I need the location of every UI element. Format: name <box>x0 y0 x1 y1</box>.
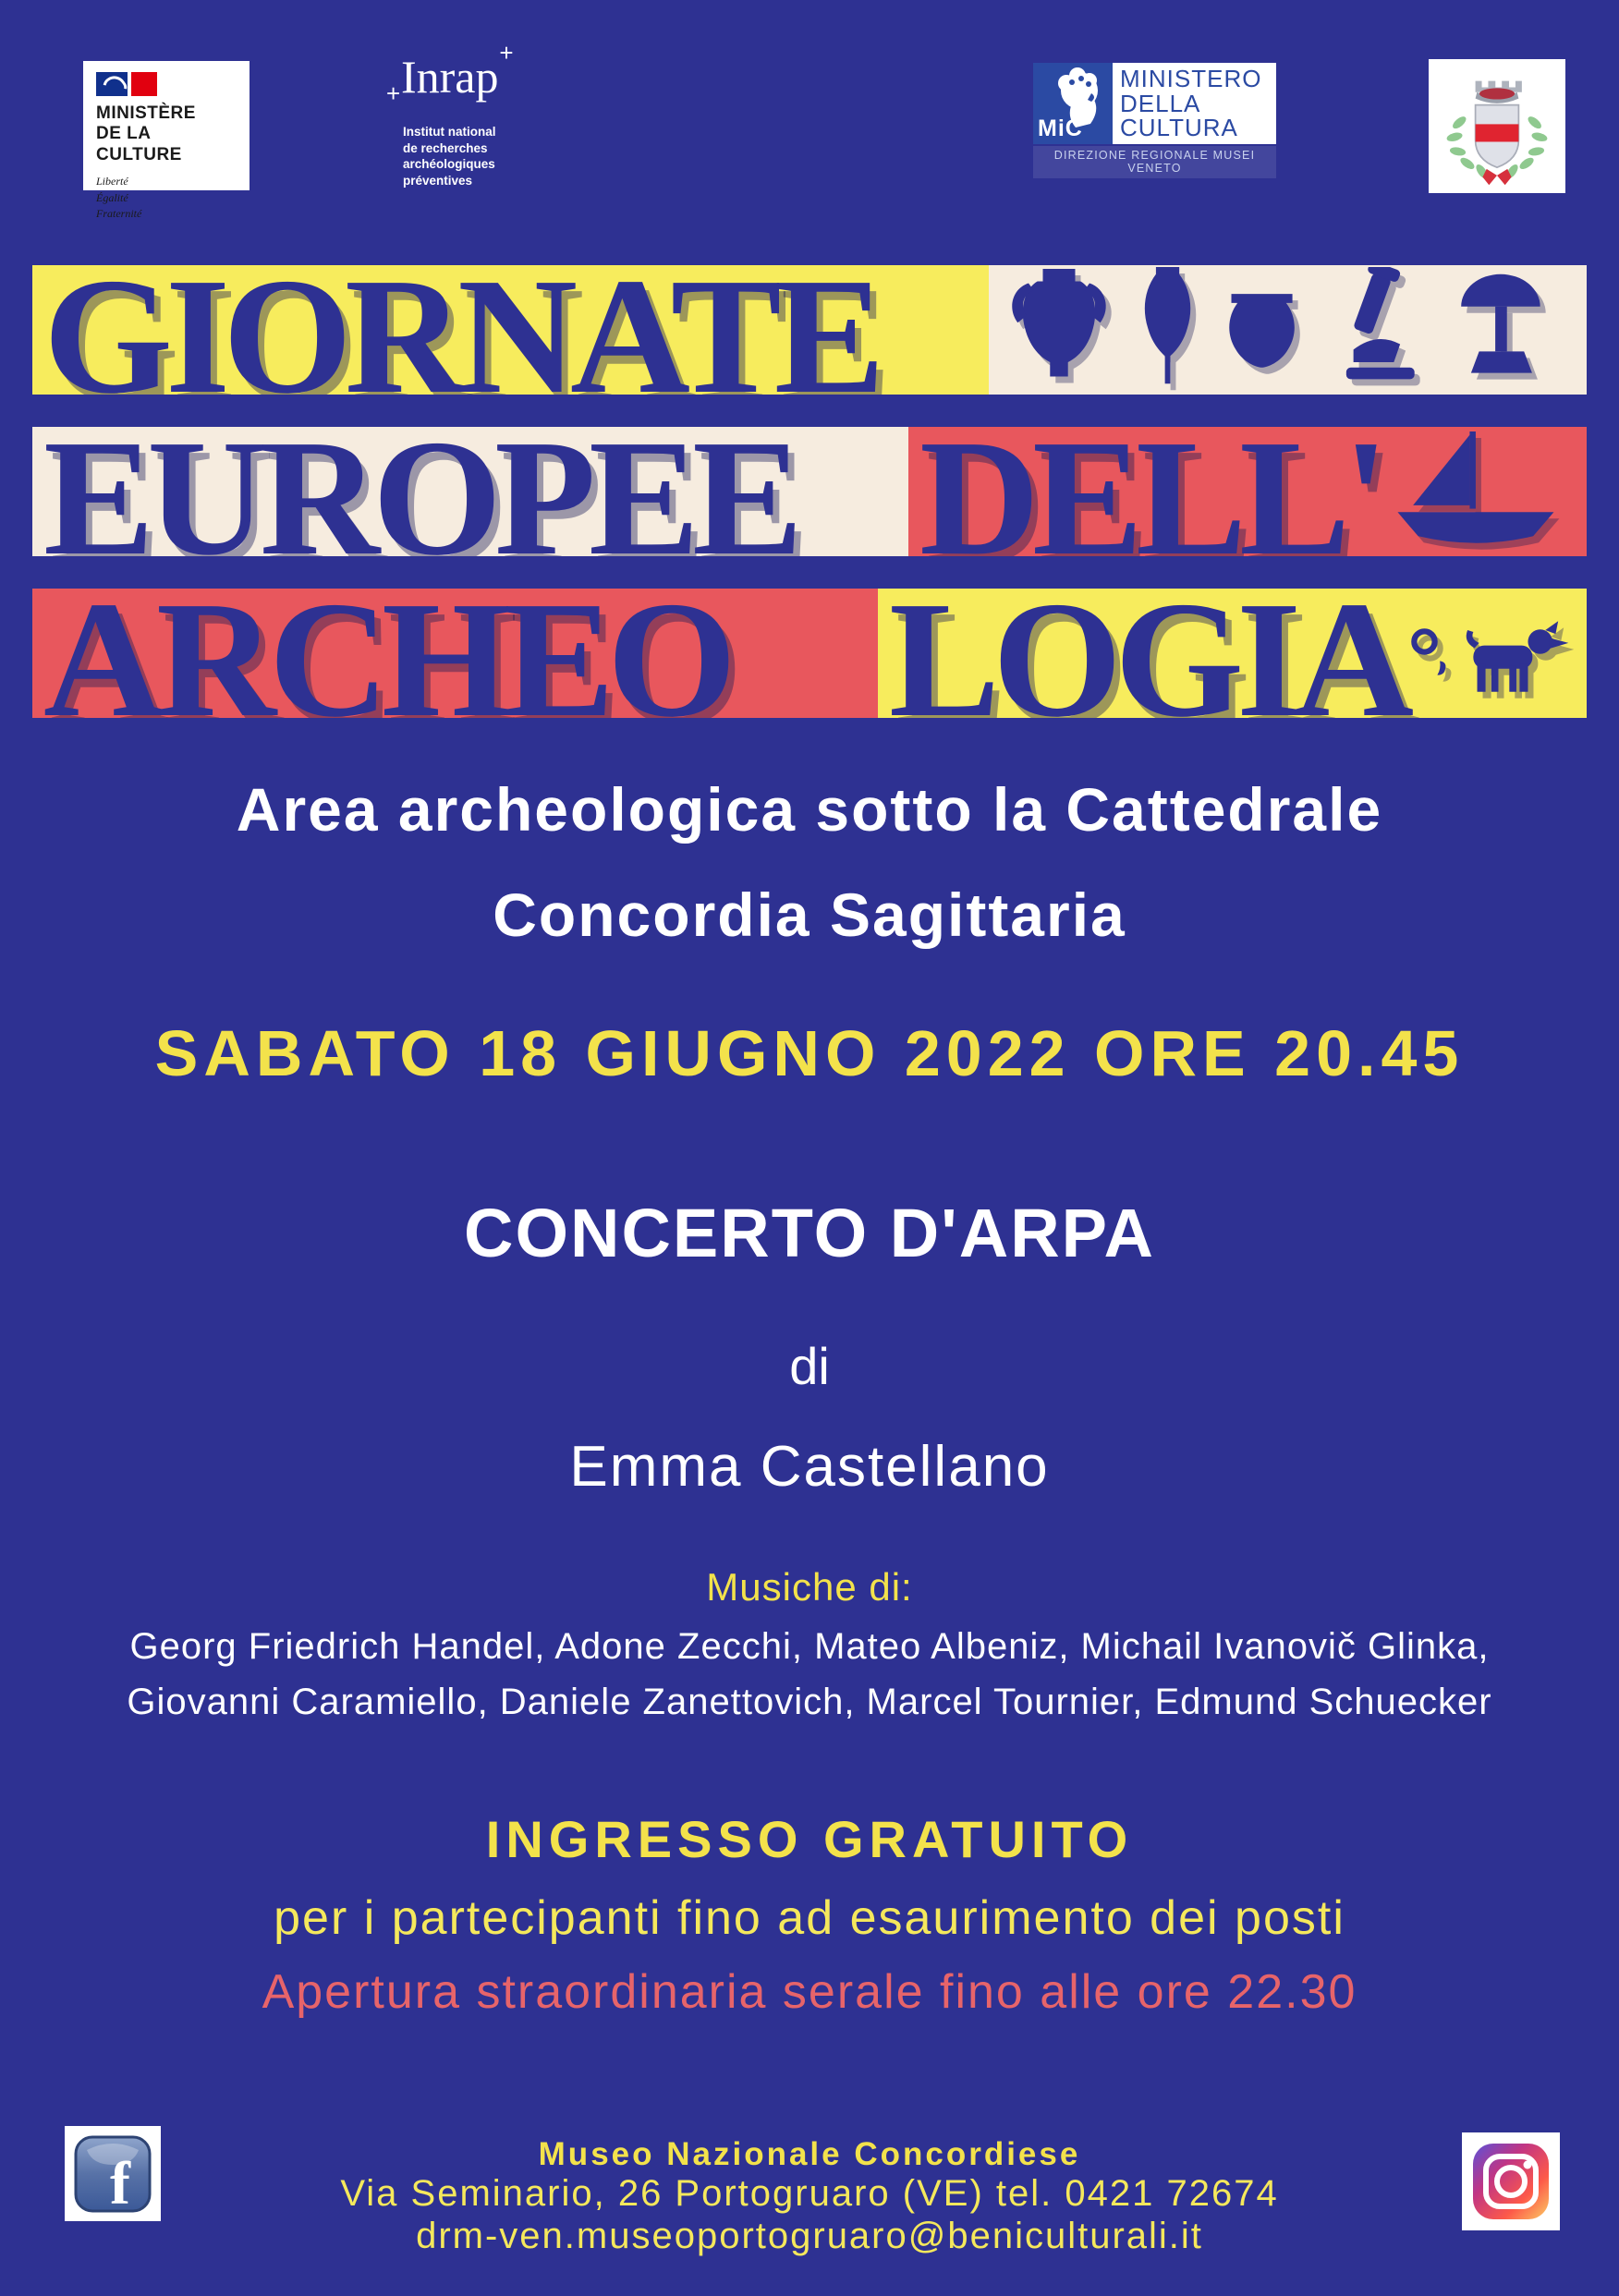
location-line-1: Area archeologica sotto la Cattedrale <box>236 775 1383 844</box>
mic-acronym: MiC <box>1038 115 1083 141</box>
museum-name: Museo Nazionale Concordiese <box>538 2136 1081 2172</box>
free-entry-title: INGRESSO GRATUITO <box>485 1810 1134 1868</box>
sailboat-icon <box>1391 431 1563 552</box>
svg-text:f: f <box>110 2149 130 2213</box>
plus-icon: + <box>499 39 514 67</box>
title-text-dell: DELL' <box>919 427 1382 556</box>
title-row-1 <box>32 265 1587 395</box>
title-row-2 <box>32 427 1587 556</box>
title-text-logia: LOGIA <box>889 589 1407 718</box>
logo-inrap <box>386 39 549 188</box>
location-line-2: Concordia Sagittaria <box>493 881 1126 949</box>
title-text-giornate: GIORNATE <box>43 265 878 395</box>
title-logo <box>32 265 1587 718</box>
motto-liberte: Liberté <box>96 175 128 188</box>
logo-mic <box>1033 63 1276 178</box>
artist-name: Emma Castellano <box>569 1435 1050 1499</box>
special-opening: Apertura straordinaria serale fino alle ore 22.30 <box>262 1965 1357 2019</box>
concert-by: di <box>789 1337 830 1395</box>
title-segment-archeo <box>32 589 878 718</box>
coat-of-arms-icon <box>1437 67 1557 187</box>
motto-fraternite: Fraternité <box>96 207 142 220</box>
museum-email: drm-ven.museoportogruaro@beniculturali.it <box>416 2216 1203 2256</box>
inrap-description: Institut national de recherches archéologiques préventives <box>403 125 496 188</box>
mic-title: MINISTERO DELLA CULTURA <box>1120 65 1262 142</box>
title-segment-europee <box>32 427 908 556</box>
concert-title: CONCERTO D'ARPA <box>464 1195 1155 1271</box>
french-flag-icon <box>96 72 238 96</box>
title-segment-dell <box>908 427 1587 556</box>
title-text-europee: EUROPEE <box>43 427 797 556</box>
motto-egalite: Égalité <box>96 190 128 204</box>
dog-icon <box>1406 592 1574 714</box>
ministere-title-line2: DE LA CULTURE <box>96 124 182 164</box>
logo-ministere-culture <box>83 61 250 220</box>
ministere-motto <box>96 174 238 222</box>
composers-line-1: Georg Friedrich Handel, Adone Zecchi, Mateo Albeniz, Michail Ivanovič Glinka, <box>129 1626 1490 1667</box>
mic-subtitle: DIREZIONE REGIONALE MUSEI VENETO <box>1033 146 1276 178</box>
museum-address: Via Seminario, 26 Portogruaro (VE) tel. 0421 72674 <box>340 2173 1279 2214</box>
classical-head-icon <box>1033 63 1113 144</box>
event-datetime: SABATO 18 GIUGNO 2022 ORE 20.45 <box>154 1017 1465 1089</box>
title-segment-artifacts <box>989 265 1587 395</box>
free-entry-subtitle: per i partecipanti fino ad esaurimento dei posti <box>274 1891 1345 1945</box>
ministere-title-line1: MINISTÈRE <box>96 103 196 123</box>
facebook-icon[interactable] <box>65 2126 161 2221</box>
logo-stemma-concordia <box>1429 59 1565 193</box>
title-segment-logia <box>878 589 1587 718</box>
plus-icon: + <box>386 79 401 107</box>
title-row-3 <box>32 589 1587 718</box>
artifacts-icon <box>996 267 1579 393</box>
inrap-wordmark: Inrap + + <box>386 39 514 107</box>
composers-line-2: Giovanni Caramiello, Daniele Zanettovich, Marcel Tournier, Edmund Schuecker <box>127 1682 1492 1722</box>
title-text-archeo: ARCHEO <box>43 589 730 718</box>
instagram-icon[interactable] <box>1462 2132 1560 2230</box>
title-segment-giornate <box>32 265 989 395</box>
music-label: Musiche di: <box>706 1565 913 1609</box>
